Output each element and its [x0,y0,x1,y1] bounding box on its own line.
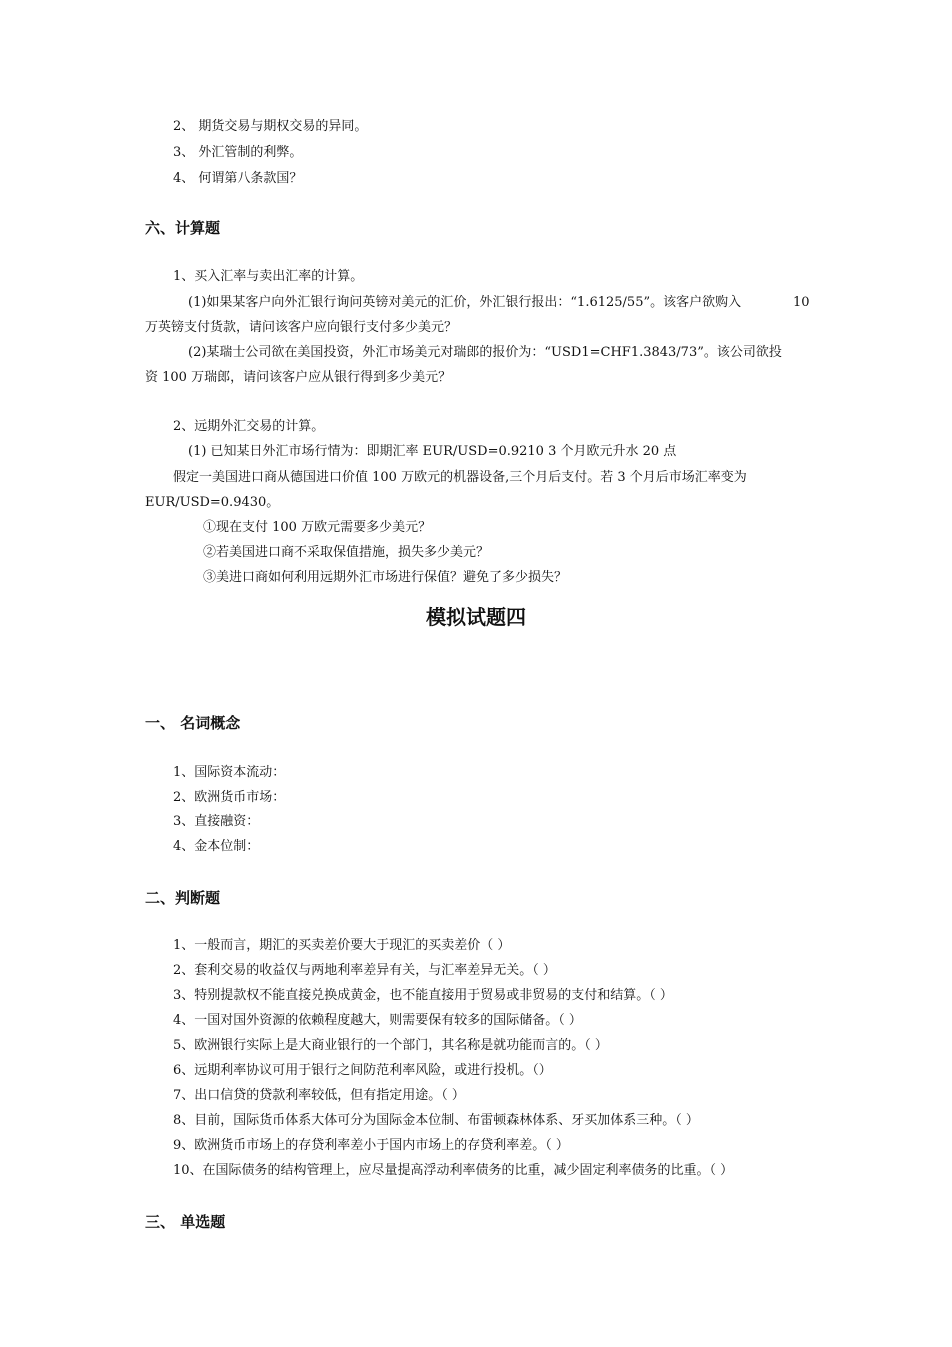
list-item: 2、套利交易的收益仅与两地利率差异有关，与汇率差异无关。（ ） [173,963,556,978]
paragraph-line: EUR/USD=0.9430。 [145,495,280,510]
paragraph-line: (1) 已知某日外汇市场行情为：即期汇率 EUR/USD=0.9210 3 个月欧元升水 20 点 [188,444,677,459]
list-item: 8、目前，国际货币体系大体可分为国际金本位制、布雷顿森林体系、牙买加体系三种。（ ） [173,1113,699,1128]
list-item: 2、欧洲货币市场： [173,790,286,805]
list-item: 7、出口信贷的贷款利率较低，但有指定用途。（ ） [173,1088,465,1103]
list-item: 10、在国际债务的结构管理上，应尽量提高浮动利率债务的比重，减少固定利率债务的比重。（ ） [173,1163,734,1178]
paragraph-line: 假定一美国进口商从德国进口价值 100 万欧元的机器设备,三个月后支付。若 3 个月后市场汇率变为 [173,470,747,485]
list-item: 6、远期利率协议可用于银行之间防范利率风险，或进行投机。（） [173,1063,552,1078]
paragraph-line: (1)如果某客户向外汇银行询问英镑对美元的汇价，外汇银行报出：“1.6125/55”。该客户欲购入 [188,295,742,310]
list-item: 5、欧洲银行实际上是大商业银行的一个部门，其名称是就功能而言的。（ ） [173,1038,608,1053]
list-item: 4、一国对国外资源的依赖程度越大，则需要保有较多的国际储备。（ ） [173,1013,582,1028]
list-item: 4、金本位制： [173,839,260,854]
paragraph-line: 资 100 万瑞郎，请问该客户应从银行得到多少美元？ [145,370,452,385]
list-item: 9、欧洲货币市场上的存贷利率差小于国内市场上的存贷利率差。（ ） [173,1138,569,1153]
paragraph-line: 10 [793,295,810,310]
list-item: 1、一般而言，期汇的买卖差价要大于现汇的买卖差价（ ） [173,938,511,953]
list-item: 2、 期货交易与期权交易的异同。 [173,119,368,134]
list-item: 4、 何谓第八条款国？ [173,171,303,186]
paragraph-line: (2)某瑞士公司欲在美国投资，外汇市场美元对瑞郎的报价为：“USD1=CHF1.3843/73”。该公司欲投 [188,345,782,360]
question-title: 1、买入汇率与卖出汇率的计算。 [173,269,364,284]
question-title: 2、远期外汇交易的计算。 [173,419,325,434]
section-heading: 一、 名词概念 [145,714,241,732]
sub-question: ②若美国进口商不采取保值措施，损失多少美元？ [203,545,490,560]
sub-question: ③美进口商如何利用远期外汇市场进行保值？避免了多少损失？ [203,570,568,585]
section-heading: 六、计算题 [145,219,221,237]
section-heading: 三、 单选题 [145,1213,226,1231]
exam-title: 模拟试题四 [426,605,526,629]
sub-question: ①现在支付 100 万欧元需要多少美元？ [203,520,432,535]
list-item: 3、直接融资： [173,814,260,829]
list-item: 1、国际资本流动： [173,765,286,780]
section-heading: 二、判断题 [145,889,221,907]
paragraph-line: 万英镑支付货款，请问该客户应向银行支付多少美元？ [145,320,458,335]
list-item: 3、特别提款权不能直接兑换成黄金，也不能直接用于贸易或非贸易的支付和结算。（ ） [173,988,673,1003]
list-item: 3、 外汇管制的利弊。 [173,145,303,160]
